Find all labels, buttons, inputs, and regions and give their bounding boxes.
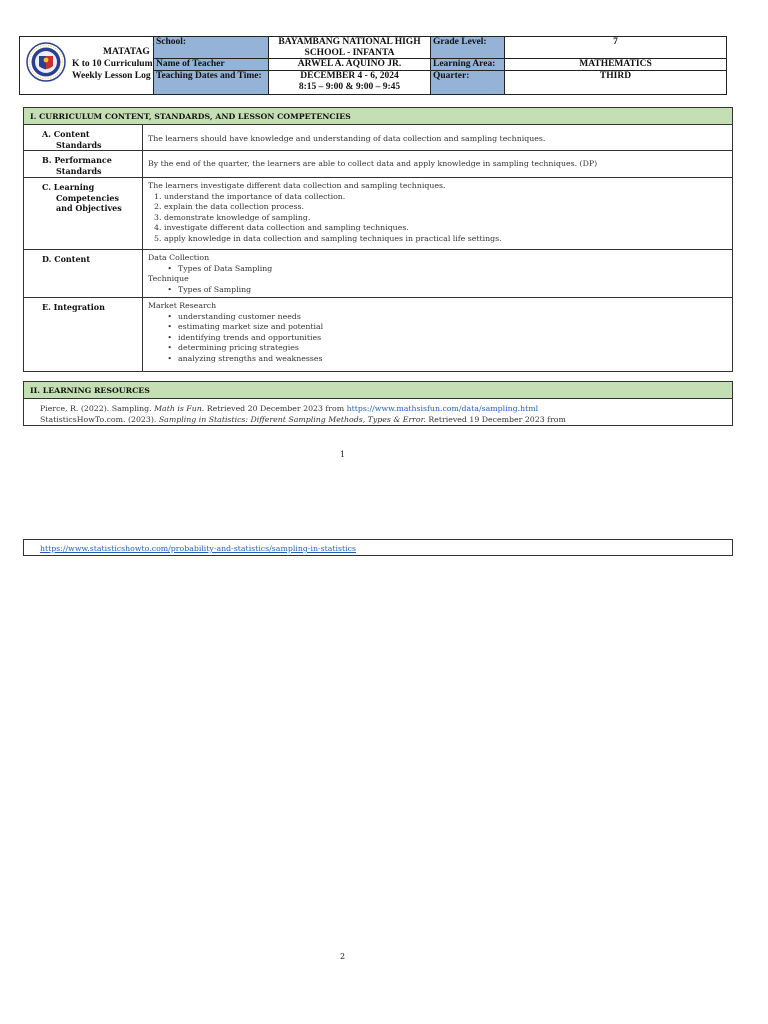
list-item: [148, 354, 728, 365]
bullet-text: analyzing strengths and weaknesses: [178, 353, 323, 363]
list-item: [148, 312, 728, 323]
grade-value: 7: [505, 37, 726, 59]
title-line-3: Weekly Lesson Log: [72, 71, 151, 81]
list-number: 5.: [154, 233, 162, 243]
bullet-icon: •: [167, 311, 172, 321]
content-standards-label-line-1: A. Content: [42, 129, 90, 139]
content-label-cell: [24, 250, 143, 297]
content-standards-text: The learners should have knowledge and understanding of data collection and sampling techniques.: [148, 134, 546, 143]
list-item: [148, 343, 728, 354]
quarter-label: Quarter:: [431, 71, 505, 94]
competencies-intro: The learners investigate different data collection and sampling techniques.: [148, 181, 446, 190]
competencies-label-line-1: C. Learning: [42, 182, 95, 192]
bullet-icon: •: [167, 353, 172, 363]
list-item: [148, 223, 728, 234]
content-line: Data Collection: [148, 253, 210, 262]
bullet-text: Types of Sampling: [178, 284, 252, 294]
list-text: apply knowledge in data collection and sampling techniques in practical life settings.: [164, 233, 502, 243]
content-bullet: [148, 285, 728, 296]
performance-standards-label-line-2: Standards: [56, 165, 102, 176]
reference-2-link[interactable]: https://www.statisticshowto.com/probability-and-statistics/sampling-in-statistics: [40, 544, 357, 553]
performance-standards-text: By the end of the quarter, the learners are able to collect data and apply knowledge in sampling techniques. (DP): [148, 159, 598, 168]
reference-2: [40, 415, 566, 426]
reference-2-title: Sampling in Statistics: Different Sampling Methods, Types & Error.: [158, 414, 426, 424]
bullet-icon: •: [167, 263, 172, 273]
competencies-label-line-3: and Objectives: [56, 203, 122, 213]
bullet-icon: •: [167, 332, 172, 342]
resource-list: [40, 404, 566, 425]
list-text: explain the data collection process.: [164, 202, 305, 212]
dates-label: Teaching Dates and Time:: [154, 71, 269, 94]
title-line-2: K to 10 Curriculum: [72, 59, 153, 69]
reference-1-author: Pierce, R. (2022). Sampling.: [40, 404, 155, 413]
bullet-text: estimating market size and potential: [178, 322, 324, 332]
grade-label: Grade Level:: [431, 37, 505, 59]
list-number: 4.: [154, 223, 162, 233]
list-item: [148, 213, 728, 224]
bullet-icon: •: [167, 343, 172, 353]
bullet-text: understanding customer needs: [178, 311, 301, 321]
header-table: [19, 36, 727, 95]
school-value: [269, 37, 431, 59]
content-line: Technique: [148, 274, 189, 284]
resources-section-heading: II. LEARNING RESOURCES: [24, 382, 732, 399]
competencies-label-line-2: Competencies: [56, 192, 119, 203]
bullet-text: Types of Data Sampling: [178, 263, 273, 273]
reference-2-author: StatisticsHowTo.com. (2023).: [40, 414, 159, 424]
area-value: MATHEMATICS: [505, 59, 726, 71]
reference-2-retrieved: Retrieved 19 December 2023 from: [425, 414, 566, 424]
dates-value-line-2: 8:15 – 9:00 & 9:00 – 9:45: [298, 82, 401, 92]
list-number: 3.: [154, 212, 162, 222]
performance-standards-row: [24, 151, 732, 178]
content-row: [24, 250, 732, 298]
school-value-line-1: BAYAMBANG NATIONAL HIGH: [278, 37, 421, 47]
curriculum-section-heading: I. CURRICULUM CONTENT, STANDARDS, AND LESSON COMPETENCIES: [24, 108, 732, 125]
curriculum-section: [23, 107, 733, 372]
bullet-text: identifying trends and opportunities: [178, 332, 322, 342]
quarter-value: THIRD: [599, 71, 632, 81]
performance-standards-label-line-1: B. Performance: [42, 155, 112, 165]
list-text: demonstrate knowledge of sampling.: [164, 212, 311, 222]
reference-1-link[interactable]: https://www.mathsisfun.com/data/sampling.html: [346, 404, 539, 413]
page-number-2: 2: [340, 952, 346, 961]
title-cell: [20, 37, 154, 94]
reference-1-source: Math is Fun.: [154, 404, 205, 413]
list-item: [148, 202, 728, 213]
list-number: 1.: [154, 191, 162, 201]
content-text: [148, 253, 728, 295]
area-label: Learning Area:: [431, 59, 505, 71]
reference-1-retrieved: Retrieved 20 December 2023 from: [204, 404, 347, 413]
integration-intro: Market Research: [148, 301, 217, 310]
page-number-1: 1: [340, 450, 346, 459]
integration-label-cell: [24, 298, 143, 371]
dates-value: [269, 71, 431, 94]
competencies-text: [148, 181, 728, 245]
dates-value-line-1: DECEMBER 4 - 6, 2024: [300, 71, 399, 81]
performance-standards-label: [24, 151, 143, 177]
reference-1: [40, 404, 566, 415]
bullet-text: determining pricing strategies: [178, 343, 299, 353]
school-label: School:: [154, 37, 269, 59]
school-value-line-2: SCHOOL - INFANTA: [304, 48, 395, 58]
deped-seal-icon: [26, 42, 66, 82]
list-item: [148, 192, 728, 203]
list-item: [148, 333, 728, 344]
list-item: [148, 234, 728, 245]
content-standards-row: [24, 125, 732, 151]
list-text: understand the importance of data collection.: [164, 191, 346, 201]
integration-row: [24, 298, 732, 371]
teacher-value: ARWEL A. AQUINO JR.: [269, 59, 431, 71]
integration-text: [148, 301, 728, 365]
bullet-icon: •: [167, 322, 172, 332]
bullet-icon: •: [167, 284, 172, 294]
list-number: 2.: [154, 202, 162, 212]
integration-label: E. Integration: [42, 302, 105, 312]
title-line-1: MATATAG: [103, 47, 150, 57]
content-label: D. Content: [42, 254, 91, 264]
content-bullet: [148, 264, 728, 275]
competencies-label: [24, 178, 143, 249]
content-standards-label-line-2: Standards: [56, 139, 102, 150]
resources-section: [23, 381, 733, 426]
list-text: investigate different data collection and sampling techniques.: [164, 223, 409, 233]
teacher-label: Name of Teacher: [154, 59, 269, 71]
competencies-row: [24, 178, 732, 250]
resources-continuation: [23, 539, 733, 556]
list-item: [148, 322, 728, 333]
content-standards-label: [24, 125, 143, 150]
